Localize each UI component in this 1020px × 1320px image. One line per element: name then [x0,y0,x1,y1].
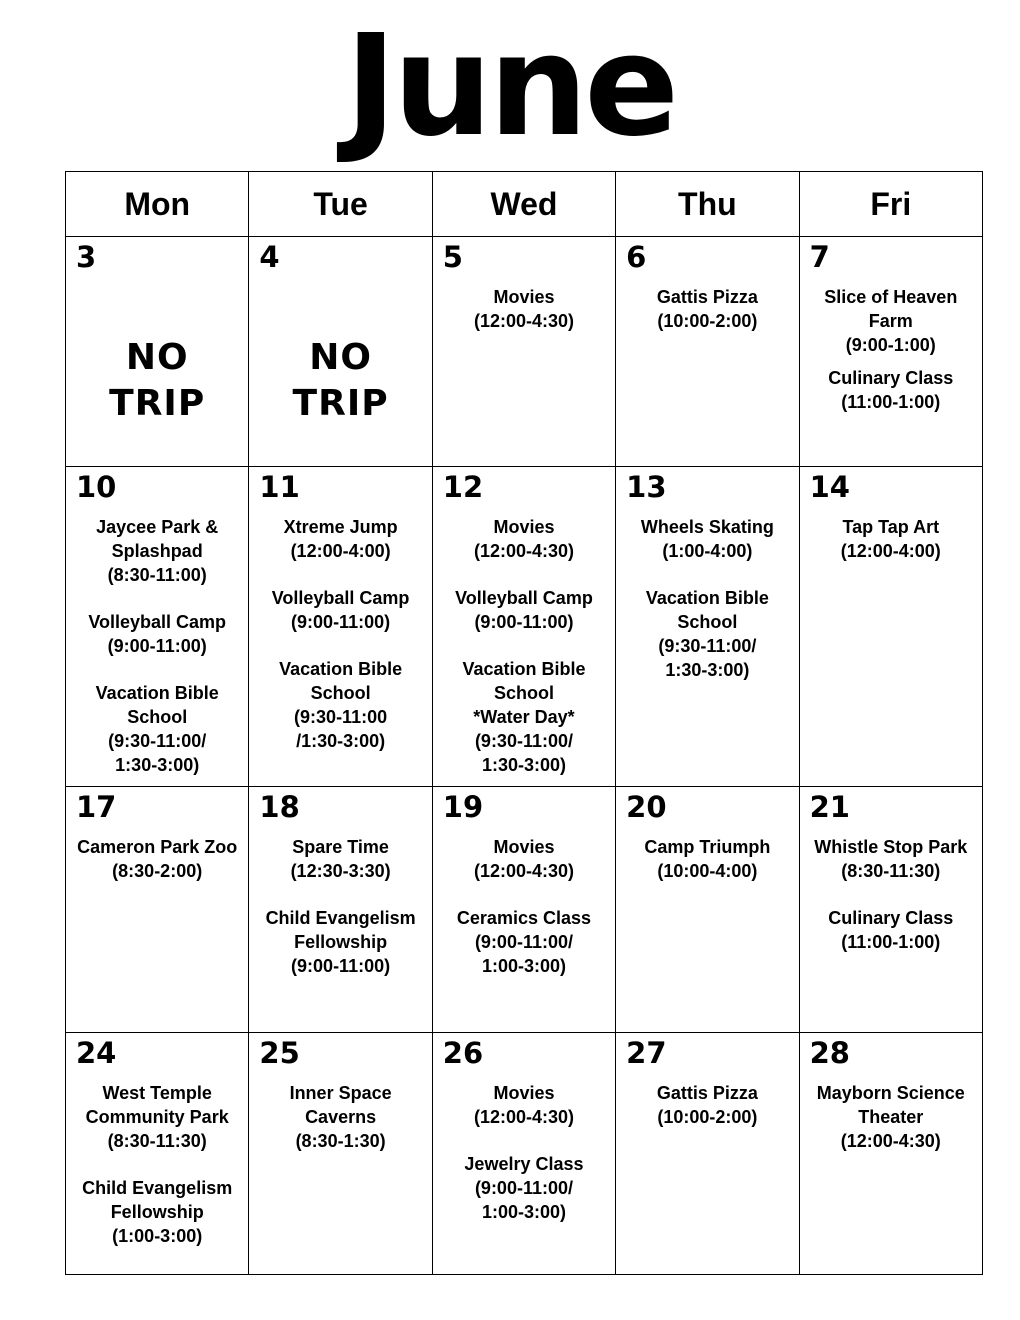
no-trip-line: NO [125,337,189,378]
event-item [66,1081,248,1153]
day-number: 4 [259,240,280,274]
event-line: Movies [493,837,555,857]
event-item [616,1081,798,1129]
event-line: Fellowship [294,932,388,952]
event-item [66,681,248,777]
weekday-header: Fri [799,172,982,237]
event-line: 1:30-3:00) [665,660,750,680]
day-number: 6 [626,240,647,274]
event-item [249,906,431,978]
calendar-day-cell [432,1033,615,1275]
event-line: Gattis Pizza [656,1083,758,1103]
event-item [433,657,615,777]
event-line: Farm [868,311,913,331]
event-line: Volleyball Camp [271,588,410,608]
event-line: Volleyball Camp [88,612,227,632]
event-item [66,835,248,883]
calendar-day-cell [249,787,432,1033]
event-line: Cameron Park Zoo [77,837,238,857]
event-item [249,1081,431,1153]
event-line: (9:30-11:00/ [658,636,757,656]
event-item [66,610,248,658]
event-line: 1:30-3:00) [481,755,566,775]
weekday-header: Mon [66,172,249,237]
event-line: Splashpad [111,541,203,561]
event-line: 1:30-3:00) [115,755,200,775]
calendar-day-cell [799,1033,982,1275]
event-line: (10:00-2:00) [657,1107,758,1127]
event-line: Gattis Pizza [656,287,758,307]
day-number: 11 [259,470,300,504]
calendar-day-cell [66,1033,249,1275]
event-line: Vacation Bible [462,659,586,679]
event-item [249,657,431,753]
event-line: Whistle Stop Park [814,837,968,857]
day-number: 24 [76,1036,117,1070]
event-line: Vacation Bible [645,588,769,608]
event-line: (12:00-4:00) [290,541,391,561]
day-number: 3 [76,240,97,274]
calendar-day-cell [66,237,249,467]
day-number: 13 [626,470,667,504]
event-line: School [310,683,371,703]
event-item [616,515,798,563]
event-line: Volleyball Camp [455,588,593,608]
calendar-day-cell [799,467,982,787]
day-number: 14 [809,470,850,504]
calendar-week-row [66,787,983,1033]
event-line: (8:30-11:30) [841,861,941,881]
event-line: Caverns [305,1107,377,1127]
day-number: 27 [626,1036,667,1070]
event-line: (8:30-2:00) [112,861,203,881]
event-line: West Temple [102,1083,212,1103]
event-item [616,285,798,333]
event-item [249,586,431,634]
calendar-week-row [66,467,983,787]
event-line: Ceramics Class [456,908,592,928]
event-line: (9:00-11:00) [291,956,391,976]
event-line: Inner Space [289,1083,392,1103]
no-trip-line: TRIP [292,383,389,424]
calendar-day-cell [799,237,982,467]
event-line: /1:30-3:00) [296,731,386,751]
event-item [433,515,615,563]
calendar-day-cell [66,467,249,787]
day-number: 12 [442,470,484,504]
event-item [800,906,982,954]
day-number: 28 [809,1036,850,1070]
event-line: School [677,612,738,632]
event-item [66,515,248,587]
event-line: (9:00-1:00) [845,335,936,355]
event-line: Camp Triumph [644,837,771,857]
event-line: (8:30-1:30) [295,1131,386,1151]
calendar-day-cell [249,1033,432,1275]
event-item [433,835,615,883]
calendar-week-row [66,1033,983,1275]
day-number: 21 [809,790,850,824]
no-trip-line: TRIP [109,383,206,424]
event-line: (12:30-3:30) [290,861,391,881]
event-line: Vacation Bible [279,659,403,679]
event-line: Fellowship [110,1202,204,1222]
event-line: Community Park [85,1107,229,1127]
day-number: 26 [442,1036,484,1070]
calendar-day-cell [616,787,799,1033]
page-title: June [344,5,676,168]
event-line: *Water Day* [473,707,575,727]
calendar-day-cell [616,1033,799,1275]
event-line: Culinary Class [828,908,954,928]
event-line: (12:00-4:30) [473,541,574,561]
event-item [66,1176,248,1248]
day-number: 10 [76,470,117,504]
event-item [616,586,798,682]
event-item [800,285,982,357]
day-number: 25 [259,1036,300,1070]
calendar-day-cell [616,467,799,787]
day-number: 7 [809,240,830,274]
event-item [616,835,798,883]
calendar-day-cell [249,237,432,467]
weekday-header: Wed [432,172,615,237]
event-line: Vacation Bible [95,683,219,703]
event-line: (12:00-4:30) [473,861,574,881]
event-line: (9:00-11:00/ [474,932,573,952]
calendar-day-cell [799,787,982,1033]
event-line: Movies [493,517,555,537]
event-line: 1:00-3:00) [481,956,566,976]
event-line: Wheels Skating [640,517,774,537]
day-number: 18 [259,790,300,824]
calendar-day-cell [432,787,615,1033]
calendar-day-cell [249,467,432,787]
event-list [66,467,248,777]
event-item [433,586,615,634]
event-line: Spare Time [292,837,389,857]
event-line: Mayborn Science [816,1083,965,1103]
event-line: (11:00-1:00) [841,392,941,412]
event-line: Child Evangelism [82,1178,233,1198]
calendar-day-cell [616,237,799,467]
weekday-header: Thu [616,172,799,237]
calendar-day-cell [432,237,615,467]
event-line: (9:30-11:00 [294,707,388,727]
event-item [249,835,431,883]
event-line: (10:00-2:00) [657,311,758,331]
event-item [433,285,615,333]
event-list [249,467,431,753]
event-line: School [127,707,188,727]
no-trip-line: NO [309,337,372,378]
event-line: School [493,683,554,703]
event-line: Culinary Class [828,368,954,388]
event-line: (12:00-4:30) [840,1131,941,1151]
calendar-week-row [66,237,983,467]
day-number: 5 [442,240,463,274]
event-line: (9:00-11:00) [291,612,391,632]
event-item [433,1081,615,1129]
day-number: 19 [442,790,484,824]
day-number: 20 [626,790,667,824]
event-line: (8:30-11:00) [107,565,207,585]
event-line: Jaycee Park & [96,517,219,537]
event-line: (9:30-11:00/ [474,731,573,751]
weekday-header-row [66,172,983,237]
weekday-header: Tue [249,172,432,237]
event-line: (12:00-4:30) [473,311,574,331]
event-line: (9:00-11:00/ [474,1178,573,1198]
event-line: (8:30-11:30) [107,1131,207,1151]
event-line: Movies [493,1083,555,1103]
calendar-day-cell [432,467,615,787]
event-item [433,906,615,978]
event-item [800,515,982,563]
calendar-day-cell [66,787,249,1033]
event-line: Movies [493,287,555,307]
event-line: Slice of Heaven [824,287,958,307]
event-line: 1:00-3:00) [481,1202,566,1222]
event-line: Theater [858,1107,924,1127]
day-number: 17 [76,790,117,824]
event-line: (9:30-11:00/ [108,731,207,751]
event-item [800,366,982,414]
event-line: (10:00-4:00) [657,861,758,881]
event-item [433,1152,615,1224]
event-list [433,467,615,777]
event-line: Jewelry Class [464,1154,584,1174]
event-item [249,515,431,563]
event-line: (12:00-4:00) [840,541,941,561]
event-line: (9:00-11:00) [107,636,207,656]
event-line: Child Evangelism [265,908,416,928]
calendar-table [65,171,983,1275]
event-line: Tap Tap Art [842,517,940,537]
event-line: (1:00-4:00) [662,541,753,561]
event-line: (12:00-4:30) [473,1107,574,1127]
event-item [800,835,982,883]
event-line: (1:00-3:00) [112,1226,203,1246]
event-line: (11:00-1:00) [841,932,941,952]
event-line: Xtreme Jump [283,517,398,537]
event-line: (9:00-11:00) [474,612,574,632]
event-item [800,1081,982,1153]
